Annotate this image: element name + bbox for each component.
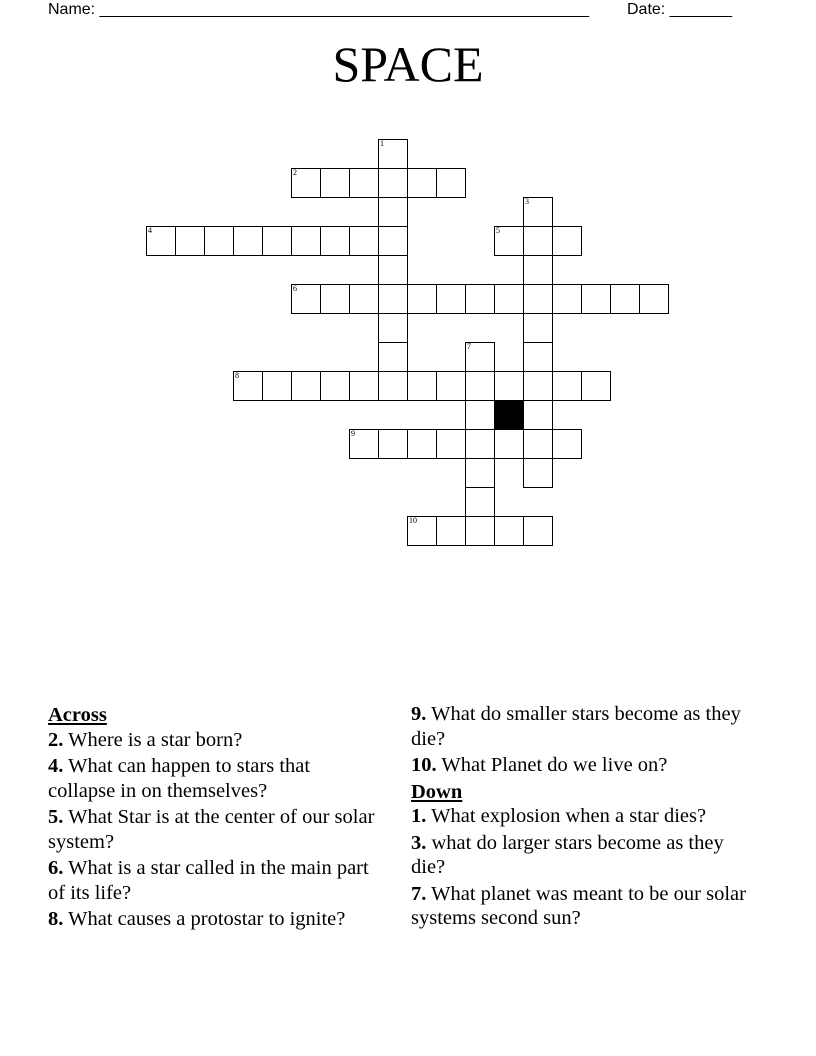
crossword-cell[interactable]: [378, 371, 408, 401]
crossword-cell[interactable]: [407, 516, 437, 546]
crossword-cell[interactable]: [523, 429, 553, 459]
clue-text: What do smaller stars become as they die?: [411, 703, 741, 750]
crossword-cell[interactable]: [436, 516, 466, 546]
clue-text: What Planet do we live on?: [441, 754, 668, 776]
clues-column-left: [48, 702, 378, 934]
crossword-cell[interactable]: [581, 371, 611, 401]
crossword-cell[interactable]: [523, 400, 553, 430]
crossword-cell[interactable]: [291, 226, 321, 256]
name-field-line: Name: _______________________________________________________: [48, 1, 589, 18]
clue-number: 8: [235, 371, 239, 380]
crossword-cell[interactable]: [204, 226, 234, 256]
crossword-cell[interactable]: [639, 284, 669, 314]
clue-number: 7: [467, 342, 471, 351]
crossword-cell[interactable]: [523, 255, 553, 285]
crossword-cell[interactable]: [378, 284, 408, 314]
clue-text: What explosion when a star dies?: [431, 805, 707, 827]
clue-number-label: 1.: [411, 805, 427, 827]
crossword-cell[interactable]: [233, 226, 263, 256]
crossword-cell[interactable]: [233, 371, 263, 401]
crossword-cell[interactable]: [436, 284, 466, 314]
crossword-cell[interactable]: [378, 168, 408, 198]
clue-item: [411, 804, 751, 829]
crossword-cell[interactable]: [465, 487, 495, 517]
crossword-cell[interactable]: [581, 284, 611, 314]
crossword-cell[interactable]: [494, 226, 524, 256]
crossword-cell[interactable]: [320, 168, 350, 198]
clue-text: What Star is at the center of our solar system?: [48, 806, 375, 853]
crossword-cell[interactable]: [552, 429, 582, 459]
page-title: SPACE: [332, 36, 484, 92]
crossword-cell[interactable]: [552, 284, 582, 314]
clue-number-label: 5.: [48, 806, 64, 828]
crossword-cell[interactable]: [552, 226, 582, 256]
crossword-cell[interactable]: [465, 516, 495, 546]
crossword-cell[interactable]: [494, 516, 524, 546]
crossword-cell[interactable]: [465, 400, 495, 430]
clue-item: [48, 754, 378, 803]
clue-number: 3: [525, 197, 529, 206]
crossword-cell[interactable]: [523, 342, 553, 372]
crossword-cell[interactable]: [494, 429, 524, 459]
crossword-cell[interactable]: [436, 371, 466, 401]
crossword-cell[interactable]: [436, 168, 466, 198]
crossword-cell[interactable]: [494, 371, 524, 401]
crossword-cell[interactable]: [378, 139, 408, 169]
crossword-cell[interactable]: [465, 371, 495, 401]
crossword-cell[interactable]: [523, 197, 553, 227]
crossword-cell[interactable]: [349, 284, 379, 314]
clue-number: 9: [351, 429, 355, 438]
crossword-cell[interactable]: [349, 429, 379, 459]
clue-item: [48, 907, 378, 932]
crossword-cell[interactable]: [523, 226, 553, 256]
clue-item: [411, 702, 751, 751]
clue-number-label: 6.: [48, 857, 64, 879]
clue-item: [48, 856, 378, 905]
crossword-cell[interactable]: [436, 429, 466, 459]
crossword-cell[interactable]: [291, 371, 321, 401]
clue-text: What planet was meant to be our solar systems second sun?: [411, 882, 746, 929]
crossword-cell[interactable]: [407, 284, 437, 314]
crossword-cell[interactable]: [262, 226, 292, 256]
crossword-cell[interactable]: [407, 429, 437, 459]
crossword-cell[interactable]: [378, 255, 408, 285]
clue-text: What can happen to stars that collapse in on themselves?: [48, 755, 311, 802]
crossword-cell[interactable]: [465, 458, 495, 488]
clues-column-right: [411, 702, 751, 933]
clue-text: Where is a star born?: [68, 728, 243, 751]
crossword-cell[interactable]: [349, 226, 379, 256]
clue-item: [411, 753, 751, 778]
clue-item: [411, 831, 751, 880]
clue-number-label: 2.: [48, 728, 64, 751]
crossword-cell[interactable]: [320, 226, 350, 256]
crossword-cell[interactable]: [465, 429, 495, 459]
clue-text: what do larger stars become as they die?: [411, 831, 724, 878]
clue-item: [411, 882, 751, 931]
clue-number-label: 3.: [411, 831, 427, 854]
clue-item: [48, 805, 378, 854]
crossword-cell[interactable]: [494, 284, 524, 314]
crossword-cell[interactable]: [291, 284, 321, 314]
crossword-cell[interactable]: [610, 284, 640, 314]
crossword-cell[interactable]: [291, 168, 321, 198]
crossword-cell[interactable]: [523, 284, 553, 314]
across-heading: Across: [48, 704, 107, 726]
clue-number-label: 4.: [48, 755, 64, 777]
crossword-cell[interactable]: [378, 342, 408, 372]
crossword-cell[interactable]: [349, 371, 379, 401]
date-field-line: Date: _______: [627, 1, 732, 18]
clue-number: 4: [148, 226, 152, 235]
crossword-cell[interactable]: [523, 313, 553, 343]
crossword-cell[interactable]: [378, 197, 408, 227]
clue-number-label: 9.: [411, 703, 427, 725]
crossword-cell[interactable]: [523, 458, 553, 488]
clue-number: 1: [380, 139, 384, 148]
clue-number-label: 7.: [411, 882, 427, 905]
down-heading: Down: [411, 780, 463, 803]
crossword-cell[interactable]: [146, 226, 176, 256]
crossword-cell[interactable]: [378, 429, 408, 459]
crossword-cell[interactable]: [262, 371, 292, 401]
crossword-cell[interactable]: [552, 371, 582, 401]
clue-number: 2: [293, 168, 297, 177]
crossword-cell[interactable]: [465, 342, 495, 372]
crossword-block-cell: [494, 400, 524, 430]
clue-number-label: 10.: [411, 754, 437, 776]
clue-text: What is a star called in the main part of its life?: [48, 857, 369, 904]
crossword-cell[interactable]: [465, 284, 495, 314]
crossword-cell[interactable]: [523, 371, 553, 401]
crossword-cell[interactable]: [378, 313, 408, 343]
crossword-cell[interactable]: [378, 226, 408, 256]
clue-number: 10: [409, 516, 417, 525]
clue-number-label: 8.: [48, 908, 64, 930]
clue-text: What causes a protostar to ignite?: [68, 908, 346, 930]
crossword-cell[interactable]: [320, 284, 350, 314]
crossword-cell[interactable]: [175, 226, 205, 256]
clue-number: 5: [496, 226, 500, 235]
crossword-cell[interactable]: [407, 371, 437, 401]
clue-item: [48, 728, 378, 753]
crossword-cell[interactable]: [407, 168, 437, 198]
crossword-cell[interactable]: [349, 168, 379, 198]
crossword-cell[interactable]: [320, 371, 350, 401]
clue-number: 6: [293, 284, 297, 293]
crossword-cell[interactable]: [523, 516, 553, 546]
